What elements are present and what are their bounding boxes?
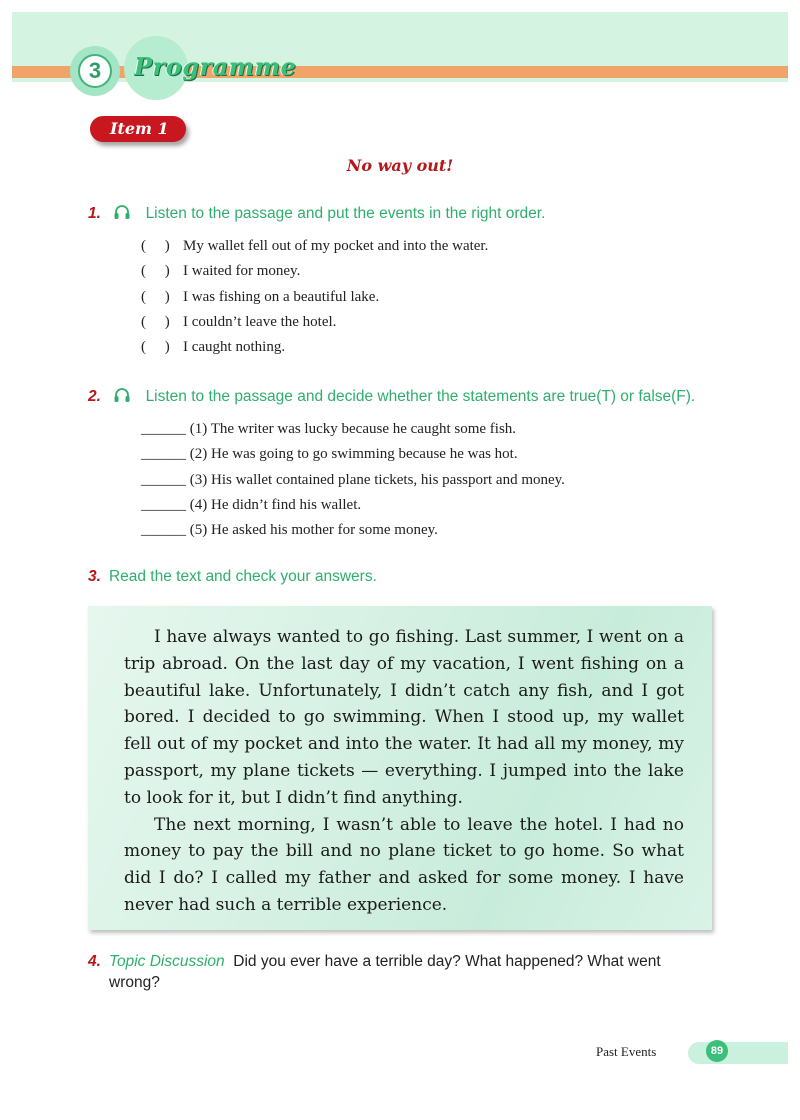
reading-passage (124, 624, 684, 919)
list-item: ( ) I couldn’t leave the hotel. (141, 310, 488, 335)
reading-passage-box (88, 606, 712, 930)
section-badge (70, 46, 120, 96)
question-text-continued: wrong? (109, 974, 160, 991)
section-number: 3 (78, 54, 112, 88)
list-item: ______ (1) The writer was lucky because he caught some fish. (141, 421, 517, 437)
question-instruction: Listen to the passage and decide whether the statements are true(T) or false(F). (145, 388, 696, 405)
question-number: 4. (88, 953, 101, 970)
section-title: Programme (134, 52, 297, 81)
list-item: ______ (2) He was going to go swimming because he was hot. (141, 446, 518, 463)
question-number: 1. (88, 205, 101, 222)
item-label: Item 1 (90, 116, 186, 142)
question-1 (88, 203, 545, 226)
answer-blank[interactable]: ______ (141, 421, 186, 437)
question-3 (88, 568, 377, 586)
passage-paragraph: The next morning, I wasn’t able to leave the hotel. I had no money to pay the bill and no plane ticket to go home. So what did I do? I called my father and asked for some money. I have never had such a terrible experience. (124, 814, 684, 915)
order-blank[interactable]: ( ) (141, 339, 170, 356)
headphones-icon (113, 203, 131, 226)
question-text: Did you ever have a terrible day? What happened? What went (233, 953, 661, 970)
passage-paragraph: I have always wanted to go fishing. Last summer, I went on a trip abroad. On the last day of my vacation, I went fishing on a beautiful lake. Unfortunately, I didn’t catch any fish, and I got bored. I decided to go swimming. When I stood up, my wallet fell out of my pocket and into the water. It had all my money, my passport, my plane tickets — everything. I jumped into the lake to look for it, but I didn’t find anything. (124, 627, 684, 808)
question-number: 2. (88, 388, 101, 405)
order-blank[interactable]: ( ) (141, 288, 170, 305)
list-item: ( ) My wallet fell out of my pocket and into the water. (141, 234, 488, 259)
question-4 (88, 951, 728, 993)
question-number: 3. (88, 568, 101, 585)
answer-blank[interactable]: ______ (141, 446, 186, 463)
passage-title: No way out! (346, 156, 454, 175)
list-item: ( ) I caught nothing. (141, 335, 488, 360)
list-item: ______ (3) His wallet contained plane tickets, his passport and money. (141, 471, 565, 488)
answer-blank[interactable]: ______ (141, 522, 186, 539)
headphones-icon (113, 386, 131, 409)
answer-blank[interactable]: ______ (141, 496, 186, 513)
question-instruction: Listen to the passage and put the events in the right order. (145, 205, 546, 222)
list-item: ( ) I was fishing on a beautiful lake. (141, 285, 488, 310)
question-2 (88, 386, 695, 409)
footer-unit-title: Past Events (596, 1044, 657, 1059)
statements-list (141, 417, 565, 543)
page-number: 89 (706, 1040, 728, 1062)
order-blank[interactable]: ( ) (141, 313, 170, 330)
list-item: ______ (4) He didn’t find his wallet. (141, 496, 362, 513)
order-blank[interactable]: ( ) (141, 238, 170, 254)
events-list (141, 234, 488, 360)
order-blank[interactable]: ( ) (141, 263, 170, 280)
footer-band (688, 1042, 788, 1064)
answer-blank[interactable]: ______ (141, 471, 186, 488)
list-item: ( ) I waited for money. (141, 259, 488, 284)
topic-discussion-label: Topic Discussion (108, 953, 225, 970)
question-instruction: Read the text and check your answers. (108, 568, 377, 585)
list-item: ______ (5) He asked his mother for some money. (141, 522, 438, 539)
